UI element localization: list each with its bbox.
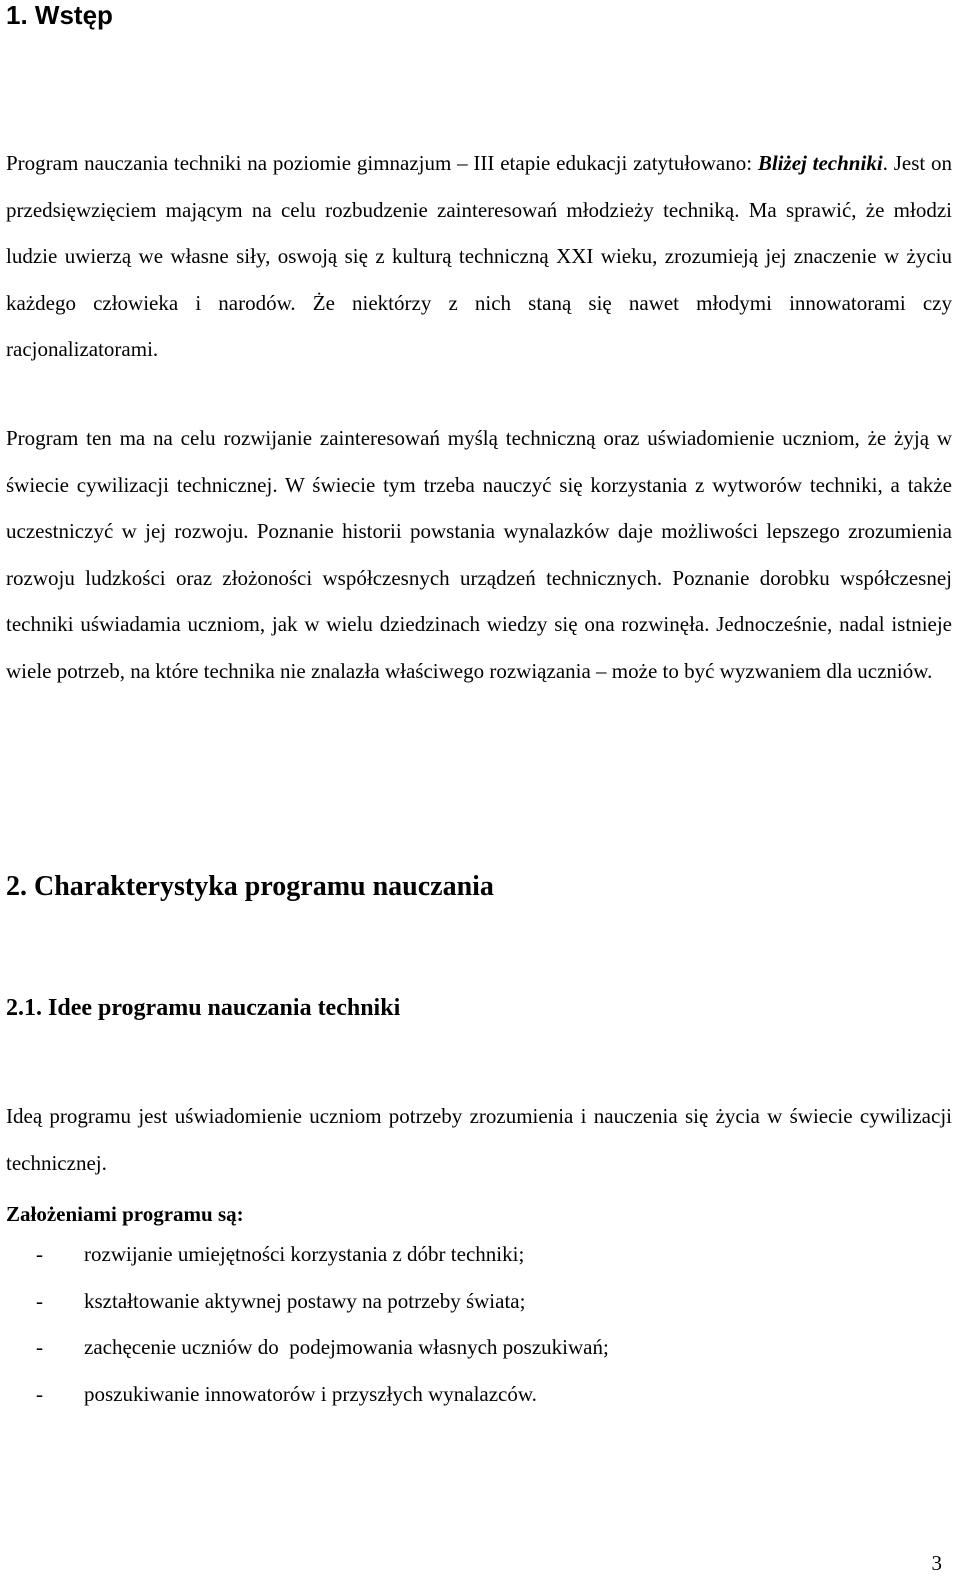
- intro-paragraph-2: Program ten ma na celu rozwijanie zainteresowań myślą techniczną oraz uświadomienie uczniom, że żyją w świecie cywilizacji technicznej. W świecie tym trzeba nauczyć się korzystania z wytworów techniki, a także uczestniczyć w jej rozwoju. Poznanie historii powstania wynalazków daje możliwości lepszego zrozumienia rozwoju ludzkości oraz złożoności współczesnych urządzeń technicznych. Poznanie dorobku współczesnej techniki uświadamia uczniom, jak w wielu dziedzinach wiedzy się ona rozwinęła. Jednocześnie, nadal istnieje wiele potrzeb, na które technika nie znalazła właściwego rozwiązania – może to być wyzwaniem dla uczniów.: [6, 426, 952, 683]
- section-heading-characteristics: 2. Charakterystyka programu nauczania: [6, 871, 494, 902]
- list-item: [6, 1287, 609, 1334]
- list-dash: -: [36, 1288, 43, 1313]
- intro-paragraph-1: [6, 140, 952, 373]
- assumptions-label: Założeniami programu są:: [6, 1202, 244, 1226]
- ideas-paragraph: Ideą programu jest uświadomienie uczniom potrzeby zrozumienia i nauczenia się życia w świecie cywilizacji technicznej.: [6, 1104, 952, 1175]
- section-heading-intro: 1. Wstęp: [6, 0, 113, 30]
- list-item: [6, 1240, 609, 1287]
- program-title: Bliżej techniki: [757, 151, 883, 175]
- list-dash: -: [36, 1242, 43, 1266]
- subsection-heading-ideas: 2.1. Idee programu nauczania techniki: [6, 995, 401, 1021]
- list-item-text: kształtowanie aktywnej postawy na potrzeby świata;: [84, 1288, 526, 1313]
- page-number: 3: [931, 1551, 942, 1575]
- list-item: [6, 1380, 609, 1427]
- intro-paragraph-1-rest: . Jest on przedsięwzięciem mającym na celu rozbudzenie zainteresowań młodzieży techniką. Ma sprawić, że młodzi ludzie uwierzą we własne siły, oswoją się z kulturą techniczną XXI wieku, zrozumieją jej znaczenie w życiu każdego człowieka i narodów. Że niektórzy z nich staną się nawet młodymi innowatorami czy racjonalizatorami.: [6, 151, 953, 361]
- assumptions-list: [6, 1240, 609, 1426]
- list-dash: -: [36, 1335, 43, 1360]
- intro-paragraph-1-start: Program nauczania techniki na poziomie gimnazjum – III etapie edukacji zatytułowano:: [6, 151, 758, 175]
- list-item: [6, 1333, 609, 1380]
- list-dash: -: [36, 1381, 43, 1406]
- list-item-text: zachęcenie uczniów do podejmowania własnych poszukiwań;: [84, 1335, 609, 1360]
- list-item-text: poszukiwanie innowatorów i przyszłych wynalazców.: [84, 1381, 537, 1406]
- list-item-text: rozwijanie umiejętności korzystania z dóbr techniki;: [84, 1242, 525, 1266]
